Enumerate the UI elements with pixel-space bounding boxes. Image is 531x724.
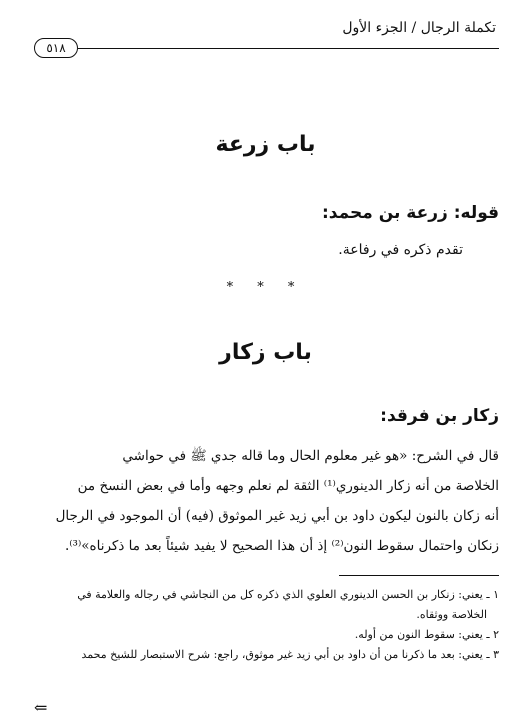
paragraph-line: زنكان واحتمال سقوط النون⁽²⁾ إذ أن هذا الصحيح لا يفيد شيئاً بعد ما ذكرناه»⁽³⁾. — [64, 538, 499, 554]
footnote-2: ٢ ـ يعني: سقوط النون من أوله. — [354, 628, 499, 641]
footnote-3: ٣ ـ يعني: بعد ما ذكرنا من أن داود بن أبي زيد غير موثوق، راجع: شرح الاستبصار للشيخ محمد — [81, 648, 499, 661]
chapter-title-zurah: باب زرعة — [215, 132, 316, 157]
footnote-separator-rule — [339, 575, 499, 576]
running-header-title: تكملة الرجال / الجزء الأول — [342, 20, 496, 36]
entry-heading-zakkar-bin-farqad: زكار بن فرقد: — [380, 406, 499, 426]
section-separator-stars: * * * — [226, 280, 305, 295]
entry-heading-zurah-bin-muhammad: قوله: زرعة بن محمد: — [321, 203, 499, 223]
entry-body-paragraph — [32, 441, 499, 561]
entry-text-zurah: تقدم ذكره في رفاعة. — [338, 242, 463, 258]
continue-arrow-icon: ⇐ — [34, 698, 48, 717]
paragraph-line: أنه زكان بالنون ليكون داود بن أبي زيد غير الموثوق (فيه) أن الموجود في الرجال — [55, 508, 499, 524]
paragraph-line: قال في الشرح: «هو غير معلوم الحال وما قاله جدي ﷺ في حواشي — [122, 448, 499, 464]
header-rule — [78, 48, 499, 49]
paragraph-line: الخلاصة من أنه زكار الدينوري⁽¹⁾ الثقة لم نعلم وجهه وأما في بعض النسخ من — [77, 478, 499, 494]
footnotes — [29, 585, 499, 665]
page-number-badge: ٥١٨ — [34, 38, 78, 58]
chapter-title-zakkar: باب زكار — [219, 340, 312, 365]
footnote-1-continuation: الخلاصة ووثقاه. — [416, 608, 487, 621]
footnote-1: ١ ـ يعني: زنكار بن الحسن الدينوري العلوي الذي ذكره كل من النجاشي في رجاله والعلامة في — [77, 588, 499, 601]
